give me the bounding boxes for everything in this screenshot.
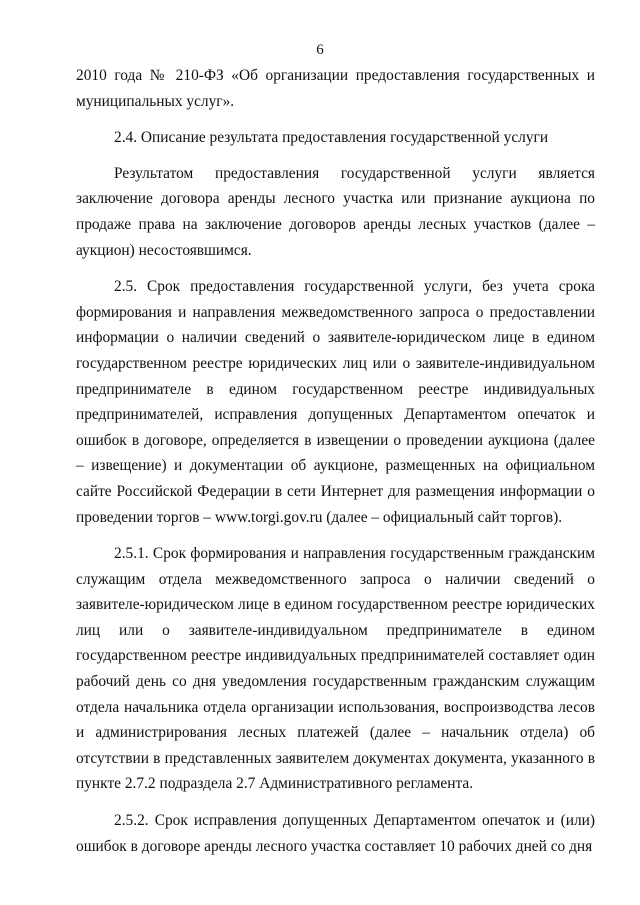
document-body	[76, 63, 595, 870]
paragraph-law-reference: 2010 года № 210-ФЗ «Об организации предоставления государственных и муниципальных услуг».	[76, 67, 595, 110]
section-heading-2-4: 2.4. Описание результата предоставления государственной услуги	[114, 129, 549, 147]
paragraph-2-5-1: 2.5.1. Срок формирования и направления государственным гражданским служащим отдела межведомственного запроса о наличии сведений о заявителе-юридическом лице в едином государственном реестре юридических лиц или о заявителе-индивидуальном предпринимателе в едином государственном реестре индивидуальных предпринимателей составляет один рабочий день со дня уведомления государственным гражданским служащим отдела начальника отдела организации использования, воспроизводства лесов и администрирования лесных платежей (далее – начальник отдела) об отсутствии в представленных заявителем документах документа, указанного в пункте 2.7.2 подраздела 2.7 Административного регламента.	[76, 545, 595, 793]
paragraph-service-result: Результатом предоставления государственной услуги является заключение договора аренды лесного участка или признание аукциона по продаже права на заключение договоров аренды лесных участков (далее – аукцион) несостоявшимся.	[76, 164, 595, 259]
paragraph-2-5-2: 2.5.2. Срок исправления допущенных Департаментом опечаток и (или) ошибок в договоре аренды лесного участка составляет 10 рабочих дней со дня	[76, 812, 595, 855]
page-number: 6	[316, 42, 324, 58]
paragraph-2-5: 2.5. Срок предоставления государственной услуги, без учета срока формирования и направления межведомственного запроса о предоставлении информации о наличии сведений о заявителе-юридическом лице в едином государственном реестре юридических лиц или о заявителе-индивидуальном предпринимателе в едином государственном реестре индивидуальных предпринимателей, исправления допущенных Департаментом опечаток и ошибок в договоре, определяется в извещении о проведении аукциона (далее – извещение) и документации об аукционе, размещенных на официальном сайте Российской Федерации в сети Интернет для размещения информации о проведении торгов – www.torgi.gov.ru (далее – официальный сайт торгов).	[76, 278, 595, 526]
